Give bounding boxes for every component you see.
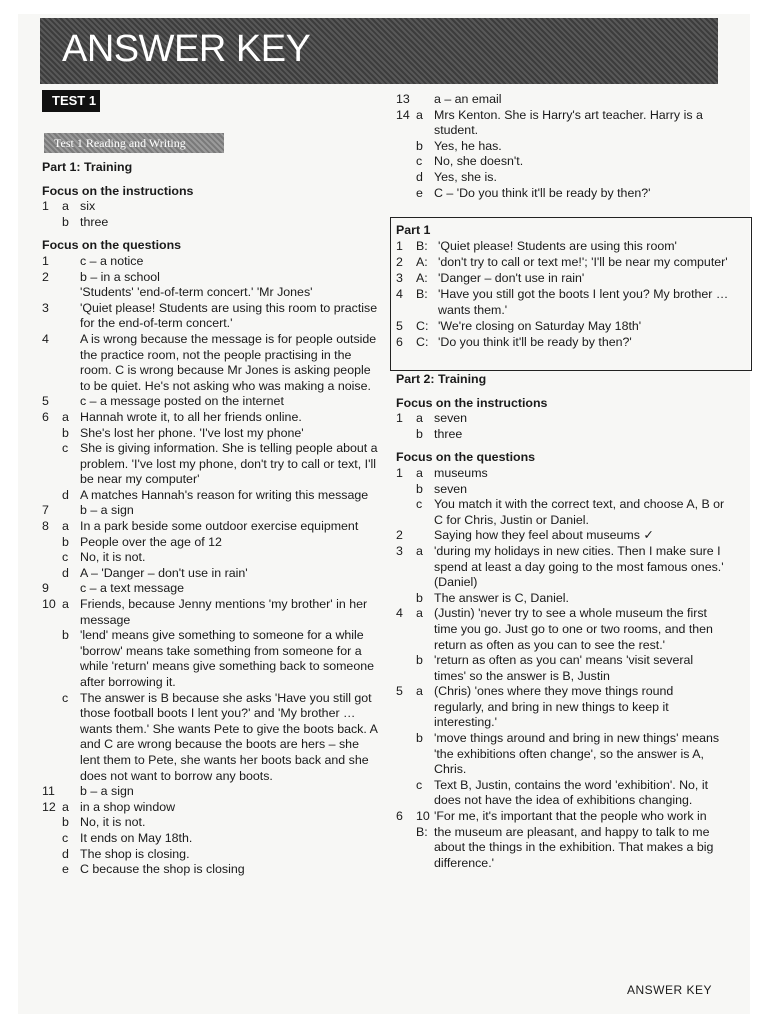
part1-summary (396, 222, 746, 350)
answer-number (42, 691, 62, 785)
answer-text: In a park beside some outdoor exercise equipment (80, 519, 359, 534)
answer-text: 'lend' means give something to someone for a while 'borrow' means take something from someone for a while 'return' means give something back to someone after borrowing it. (80, 628, 374, 689)
answer-row (42, 488, 382, 504)
spacer (396, 442, 726, 450)
box-title: Part 1 (396, 223, 431, 237)
box-row (396, 254, 746, 270)
answer-text: Yes, he has. (434, 138, 502, 153)
right-column-bottom (396, 372, 726, 871)
answer-number (396, 591, 416, 607)
answer-number (396, 731, 416, 778)
answer-row (396, 92, 726, 108)
answer-row (42, 550, 382, 566)
answer-letter: a (416, 606, 423, 621)
answer-number (396, 482, 416, 498)
answer-row (42, 815, 382, 831)
answer-number (42, 831, 62, 847)
answer-number: 13 (396, 92, 410, 106)
box-row-speaker: B: (416, 239, 428, 253)
answer-text: Text B, Justin, contains the word 'exhibition'. No, it does not have the idea of exhibitions changing. (434, 777, 709, 808)
box-row (396, 286, 746, 318)
answer-letter (62, 285, 80, 301)
answer-text: Yes, she is. (434, 169, 497, 184)
answer-number (396, 497, 416, 528)
answer-number (42, 566, 62, 582)
answer-letter: b (416, 731, 423, 746)
left-column (42, 160, 382, 878)
answer-text: b – a sign (80, 503, 134, 518)
answer-text: 'Quiet please! Students are using this room to practise for the end-of-term concert.' (80, 300, 378, 331)
box-row-text: 'Do you think it'll be ready by then?' (438, 335, 632, 349)
answer-letter (62, 270, 80, 286)
answer-row (42, 597, 382, 628)
answer-text: three (434, 426, 463, 441)
answer-number (42, 815, 62, 831)
answer-row (396, 544, 726, 591)
section-heading: Focus on the questions (42, 238, 182, 253)
answer-number: 6 (42, 409, 49, 424)
answer-letter: 10 B: (416, 809, 430, 839)
answer-number (396, 154, 416, 170)
box-row-number: 3 (396, 271, 403, 285)
answer-row (42, 270, 382, 286)
answer-text: She is giving information. She is telling people about a problem. 'I've lost my phone, don't try to call or text, I'll be near my computer' (80, 441, 378, 487)
answer-number: 6 (396, 809, 403, 824)
answer-letter (62, 503, 80, 519)
answer-letter: a (416, 465, 423, 480)
answer-number: 4 (42, 331, 49, 346)
answer-number (42, 285, 62, 301)
answer-letter: a (62, 799, 69, 814)
box-row (396, 238, 746, 254)
answer-text: seven (434, 411, 468, 426)
answer-letter: a (62, 597, 69, 612)
answer-text: six (80, 199, 96, 214)
answer-letter: a (416, 684, 423, 699)
answer-row (42, 503, 382, 519)
answer-letter: c (62, 690, 69, 705)
box-row-number: 5 (396, 319, 403, 333)
section-heading: Focus on the instructions (42, 183, 194, 198)
answer-text: A – 'Danger – don't use in rain' (80, 565, 248, 580)
answer-letter: c (62, 441, 69, 456)
box-row-speaker: A: (416, 271, 428, 285)
answer-number: 2 (42, 269, 49, 284)
answer-letter: b (416, 653, 423, 668)
answer-row (42, 800, 382, 816)
answer-text: b – a sign (80, 784, 134, 799)
answer-letter: e (416, 185, 423, 200)
answer-number (42, 535, 62, 551)
box-row-text: 'We're closing on Saturday May 18th' (438, 319, 642, 333)
answer-text: 'move things around and bring in new things' means 'the exhibitions often change', so the answer is A, Chris. (434, 731, 720, 777)
answer-row (42, 831, 382, 847)
answer-letter (62, 254, 80, 270)
answer-text: C – 'Do you think it'll be ready by then?' (434, 185, 651, 200)
answer-row (396, 606, 726, 653)
answer-row (42, 535, 382, 551)
box-row-text: 'Danger – don't use in rain' (438, 271, 585, 285)
answer-text: No, it is not. (80, 550, 146, 565)
answer-text: Saying how they feel about museums ✓ (434, 528, 654, 543)
answer-letter: a (62, 199, 69, 214)
answer-row (42, 394, 382, 410)
answer-letter: c (416, 777, 423, 792)
answer-number: 9 (42, 581, 49, 596)
answer-text: Hannah wrote it, to all her friends online. (80, 409, 302, 424)
answer-text: c – a message posted on the internet (80, 394, 284, 409)
box-row-speaker: C: (416, 319, 429, 333)
answer-row (42, 254, 382, 270)
answer-row (42, 519, 382, 535)
answer-number (396, 139, 416, 155)
answer-number: 1 (42, 253, 49, 268)
answer-text: A matches Hannah's reason for writing this message (80, 487, 369, 502)
answer-number (42, 628, 62, 690)
answer-letter (416, 92, 434, 108)
answer-text: 'during my holidays in new cities. Then I make sure I spend at least a day going to the most famous ones.' (Daniel) (434, 543, 724, 590)
answer-number (396, 427, 416, 443)
answer-row (42, 581, 382, 597)
answer-row (42, 285, 382, 301)
answer-row (42, 862, 382, 878)
answer-row (396, 497, 726, 528)
answer-letter: b (416, 138, 423, 153)
answer-text: museums (434, 465, 488, 480)
spacer (42, 176, 382, 184)
answer-letter: b (62, 815, 69, 830)
answer-text: 'Students' 'end-of-term concert.' 'Mr Jones' (80, 285, 313, 300)
box-row-number: 4 (396, 287, 403, 301)
answer-letter (62, 394, 80, 410)
box-row (396, 318, 746, 334)
answer-row (42, 332, 382, 394)
answer-text: You match it with the correct text, and choose A, B or C for Chris, Justin or Daniel. (434, 497, 725, 527)
answer-letter: a (416, 543, 423, 558)
answer-number: 5 (396, 684, 403, 699)
answer-row (42, 426, 382, 442)
answer-row (396, 591, 726, 607)
answer-number: 1 (396, 411, 403, 426)
answer-row (396, 482, 726, 498)
answer-letter: c (62, 830, 69, 845)
section-banner: Test 1 Reading and Writing (44, 133, 224, 153)
answer-text: b – in a school (80, 269, 160, 284)
answer-row (396, 427, 726, 443)
answer-row (396, 684, 726, 731)
answer-text: c – a notice (80, 253, 144, 268)
answer-row (396, 108, 726, 139)
answer-row (42, 441, 382, 488)
answer-number: 1 (42, 199, 49, 214)
answer-number (42, 847, 62, 863)
answer-row (42, 691, 382, 785)
answer-letter (62, 581, 80, 597)
answer-letter: a (416, 107, 423, 122)
answer-number: 7 (42, 503, 49, 518)
answer-letter: d (62, 846, 69, 861)
answer-row (42, 847, 382, 863)
answer-letter: a (62, 409, 69, 424)
answer-row (42, 628, 382, 690)
answer-letter: b (62, 628, 69, 643)
answer-letter: d (62, 487, 69, 502)
answer-number: 11 (42, 784, 55, 799)
answer-number (42, 426, 62, 442)
answer-number: 10 (42, 597, 56, 612)
answer-letter: d (62, 565, 69, 580)
answer-text: People over the age of 12 (80, 534, 222, 549)
answer-letter: c (416, 497, 423, 512)
answer-number (396, 653, 416, 684)
answer-row (396, 170, 726, 186)
answer-number (396, 170, 416, 186)
answer-text: C because the shop is closing (80, 862, 245, 877)
answer-text: c – a text message (80, 581, 184, 596)
spacer (396, 388, 726, 396)
answer-number: 14 (396, 107, 410, 122)
answer-row (396, 466, 726, 482)
box-row-number: 6 (396, 335, 403, 349)
answer-row (396, 778, 726, 809)
answer-text: a – an email (434, 92, 502, 106)
answer-text: It ends on May 18th. (80, 830, 193, 845)
box-row-text: 'don't try to call or text me!'; 'I'll be near my computer' (438, 255, 728, 269)
answer-letter: b (416, 481, 423, 496)
answer-letter (62, 301, 80, 332)
answer-text: A is wrong because the message is for people outside the practice room, not the people practising in the room. C is wrong because Mr Jones is asking people to be quiet. He's not asking who was making a noise. (80, 331, 377, 393)
box-row-text: 'Quiet please! Students are using this room' (438, 239, 677, 253)
answer-letter: d (416, 169, 423, 184)
answer-row (42, 199, 382, 215)
answer-number (396, 778, 416, 809)
answer-letter (62, 784, 80, 800)
answer-number (42, 550, 62, 566)
answer-letter (62, 332, 80, 394)
answer-number (42, 862, 62, 878)
answer-text: seven (434, 481, 468, 496)
answer-letter: a (62, 519, 69, 534)
answer-number: 3 (396, 543, 403, 558)
answer-number: 4 (396, 606, 403, 621)
answer-row (396, 528, 726, 544)
answer-text: She's lost her phone. 'I've lost my phone' (80, 425, 304, 440)
answer-letter: a (416, 411, 423, 426)
answer-letter: c (416, 154, 423, 169)
answer-row (396, 653, 726, 684)
answer-letter: b (416, 590, 423, 605)
footer-label: ANSWER KEY (626, 983, 712, 997)
answer-letter: b (416, 426, 423, 441)
box-row (396, 270, 746, 286)
box-row-speaker: B: (416, 287, 428, 301)
answer-row (42, 215, 382, 231)
answer-row (42, 301, 382, 332)
box-row-number: 1 (396, 239, 403, 253)
right-column-top (396, 92, 726, 201)
answer-number (396, 186, 416, 202)
answer-letter: b (62, 214, 69, 229)
section-heading: Part 2: Training (396, 372, 487, 386)
answer-row (42, 566, 382, 582)
box-row-speaker: C: (416, 335, 429, 349)
box-row (396, 334, 746, 350)
answer-text: three (80, 214, 109, 229)
answer-text: The shop is closing. (80, 846, 190, 861)
box-row-number: 2 (396, 255, 403, 269)
answer-row (396, 809, 726, 871)
answer-row (42, 784, 382, 800)
answer-row (396, 411, 726, 427)
answer-row (396, 139, 726, 155)
answer-row (396, 731, 726, 778)
answer-text: No, it is not. (80, 815, 146, 830)
section-heading: Focus on the instructions (396, 395, 548, 410)
section-heading: Part 1: Training (42, 160, 133, 174)
answer-text: Mrs Kenton. She is Harry's art teacher. Harry is a student. (434, 107, 703, 138)
answer-number: 5 (42, 394, 49, 409)
answer-letter: c (62, 550, 69, 565)
answer-number (42, 488, 62, 504)
answer-number (42, 441, 62, 488)
answer-text: The answer is B because she asks 'Have you still got those football boots I lent you?' and 'My brother … wants them.' She wants Pete to give the boots back. A and C are wrong because the boots are hers – she lent them to Pete, she wants her boots back and she does not want to borrow any boots. (80, 690, 378, 783)
answer-number: 2 (396, 528, 403, 543)
answer-text: in a shop window (80, 799, 176, 814)
answer-text: 'For me, it's important that the people who work in the museum are pleasant, and happy to talk to me about the things in the exhibition. That makes a big difference.' (434, 809, 714, 870)
page-title: ANSWER KEY (62, 28, 311, 70)
box-row-text: 'Have you still got the boots I lent you? My brother … wants them.' (438, 287, 729, 317)
answer-row (396, 154, 726, 170)
answer-number: 8 (42, 519, 49, 534)
answer-text: No, she doesn't. (434, 154, 524, 169)
answer-text: The answer is C, Daniel. (434, 590, 569, 605)
answer-letter: b (62, 425, 69, 440)
answer-text: (Chris) 'ones where they move things round regularly, and bring in new things to keep it interesting.' (434, 684, 674, 730)
box-row-speaker: A: (416, 255, 428, 269)
answer-number: 12 (42, 799, 56, 814)
spacer (42, 230, 382, 238)
answer-text: 'return as often as you can' means 'visit several times' so the answer is B, Justin (434, 653, 694, 683)
answer-row (42, 410, 382, 426)
answer-letter: b (62, 534, 69, 549)
answer-number: 3 (42, 300, 49, 315)
answer-text: (Justin) 'never try to see a whole museum the first time you go. Just go to one or two rooms, and then return as often as you can to see the rest.' (434, 606, 713, 652)
answer-text: Friends, because Jenny mentions 'my brother' in her message (80, 597, 368, 627)
answer-number (42, 215, 62, 231)
answer-row (396, 186, 726, 202)
answer-letter: e (62, 862, 69, 877)
test-badge: TEST 1 (42, 90, 100, 112)
title-banner (40, 18, 718, 84)
answer-letter (416, 528, 434, 544)
section-heading: Focus on the questions (396, 450, 536, 465)
answer-number: 1 (396, 465, 403, 480)
